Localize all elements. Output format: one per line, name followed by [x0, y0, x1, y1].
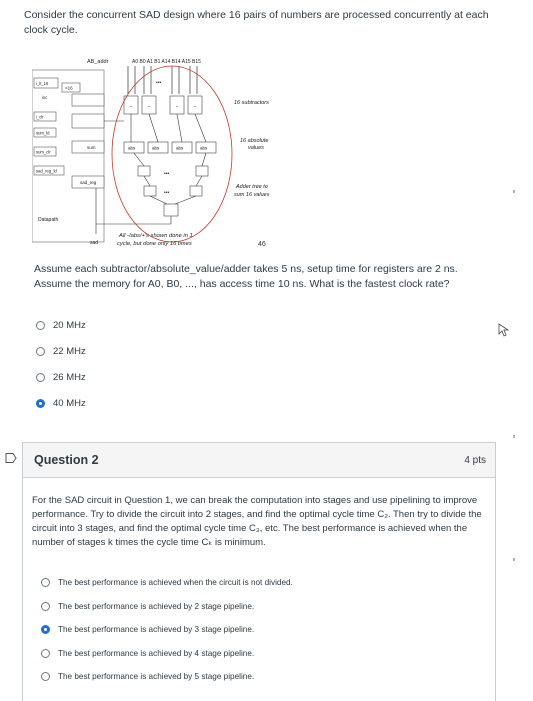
sad-reg-label: sad_reg [80, 180, 97, 185]
question-1-body: Assume each subtractor/absolute_value/adder takes 5 ns, setup time for registers are 2 ns. Assume the memory for A0, B0, ..., has access time 10 ns. What is the fastest clock rate? [34, 263, 458, 290]
answer-label: 20 MHz [53, 319, 86, 331]
question-1-intro: Consider the concurrent SAD design where 16 pairs of numbers are processed concurrently at each clock cycle. [24, 9, 489, 36]
question-2-title: Question 2 [34, 453, 99, 467]
question-1-answers [36, 312, 86, 416]
answer-option-26mhz[interactable] [36, 364, 86, 390]
sad-datapath-diagram [32, 54, 302, 250]
input-dots: ••• [156, 80, 162, 86]
radio-button[interactable] [41, 578, 50, 587]
absolute-values-annotation-2: values [248, 145, 264, 151]
radio-button-selected[interactable] [41, 625, 50, 634]
answer-option-2-stage[interactable] [41, 595, 293, 619]
inc-label: inc [42, 95, 48, 100]
radio-button-selected[interactable] [36, 399, 45, 408]
question-2-header [23, 443, 495, 478]
mouse-cursor-icon [498, 323, 510, 337]
answer-label: 22 MHz [53, 345, 86, 357]
cycle-note-2: cycle, but done only 16 times [117, 241, 192, 247]
sad-reg-ld-label: sad_reg_ld [36, 168, 57, 174]
sum-register-label: sum [87, 145, 96, 150]
answer-option-4-stage[interactable] [41, 642, 293, 666]
question-2-answers [41, 571, 293, 689]
answer-label: 26 MHz [53, 371, 86, 383]
answer-label: The best performance is achieved by 4 stage pipeline. [58, 648, 255, 658]
datapath-label: Datapath [38, 217, 59, 223]
question-2-points: 4 pts [464, 454, 486, 466]
radio-button[interactable] [36, 347, 45, 356]
answer-label: The best performance is achieved when the circuit is not divided. [58, 578, 293, 588]
answer-option-40mhz[interactable] [36, 390, 86, 416]
subtractors-annotation: 16 subtractors [234, 100, 269, 106]
memory-inputs-label: A0 B0 A1 B1 A14 B14 A15 B15 [132, 59, 201, 65]
question-2-text: For the SAD circuit in Question 1, we can break the computation into stages and use pipelining to improve performance. Try to divide the circuit into 2 stages, and find the optimal cycle time C₂. Then try to divide the circuit into 3 stages, and find the optimal cycle time C₃, etc. The best performance is achieved when the number of stages k times the cycle time Cₖ is minimum. [32, 495, 482, 548]
adder-tree-annotation-1: Adder tree to [236, 184, 268, 190]
answer-label: The best performance is achieved by 3 stage pipeline. [58, 625, 255, 635]
abs-block-1: abs [128, 145, 136, 151]
sum-clr-label: sum_clr [36, 149, 51, 155]
answer-option-22mhz[interactable] [36, 338, 86, 364]
adder-dots-2: ••• [164, 190, 170, 196]
answer-option-not-divided[interactable] [41, 571, 293, 595]
svg-text:-: - [176, 104, 178, 110]
abs-block-3: abs [176, 145, 184, 151]
radio-button[interactable] [41, 672, 50, 681]
answer-label: The best performance is achieved by 5 stage pipeline. [58, 672, 255, 682]
sad-output-label: sad [90, 240, 99, 246]
absolute-values-annotation-1: 16 absolute [240, 138, 269, 144]
question-2 [22, 442, 496, 701]
svg-text:-: - [130, 104, 132, 110]
slide-page-number: 46 [258, 241, 266, 248]
abs-block-2: abs [152, 145, 160, 151]
answer-label: The best performance is achieved by 2 stage pipeline. [58, 601, 255, 611]
lt16-comparator: <16 [65, 85, 73, 91]
sum-ld-label: sum_ld [36, 130, 50, 136]
answer-option-20mhz[interactable] [36, 312, 86, 338]
side-mark [513, 190, 515, 193]
radio-button[interactable] [36, 321, 45, 330]
radio-button[interactable] [36, 373, 45, 382]
side-mark [513, 558, 515, 561]
abs-block-4: abs [200, 145, 208, 151]
side-mark [513, 435, 515, 438]
i-lt-16-label: i_lt_16 [36, 81, 49, 86]
ab-addr-label: AB_addr [87, 59, 109, 65]
question-1 [24, 8, 492, 38]
radio-button[interactable] [41, 602, 50, 611]
radio-button[interactable] [41, 649, 50, 658]
cycle-note-1: All -/abs/+'s shown done in 1 [119, 233, 193, 239]
flag-question-icon[interactable] [5, 453, 17, 463]
answer-option-3-stage[interactable] [41, 618, 293, 642]
adder-dots: ••• [164, 171, 170, 177]
i-clr-label: i_clr [36, 114, 44, 120]
svg-text:-: - [194, 104, 196, 110]
adder-tree-annotation-2: sum 16 values [234, 192, 270, 198]
answer-option-5-stage[interactable] [41, 665, 293, 689]
svg-text:-: - [148, 104, 150, 110]
answer-label: 40 MHz [53, 397, 86, 409]
